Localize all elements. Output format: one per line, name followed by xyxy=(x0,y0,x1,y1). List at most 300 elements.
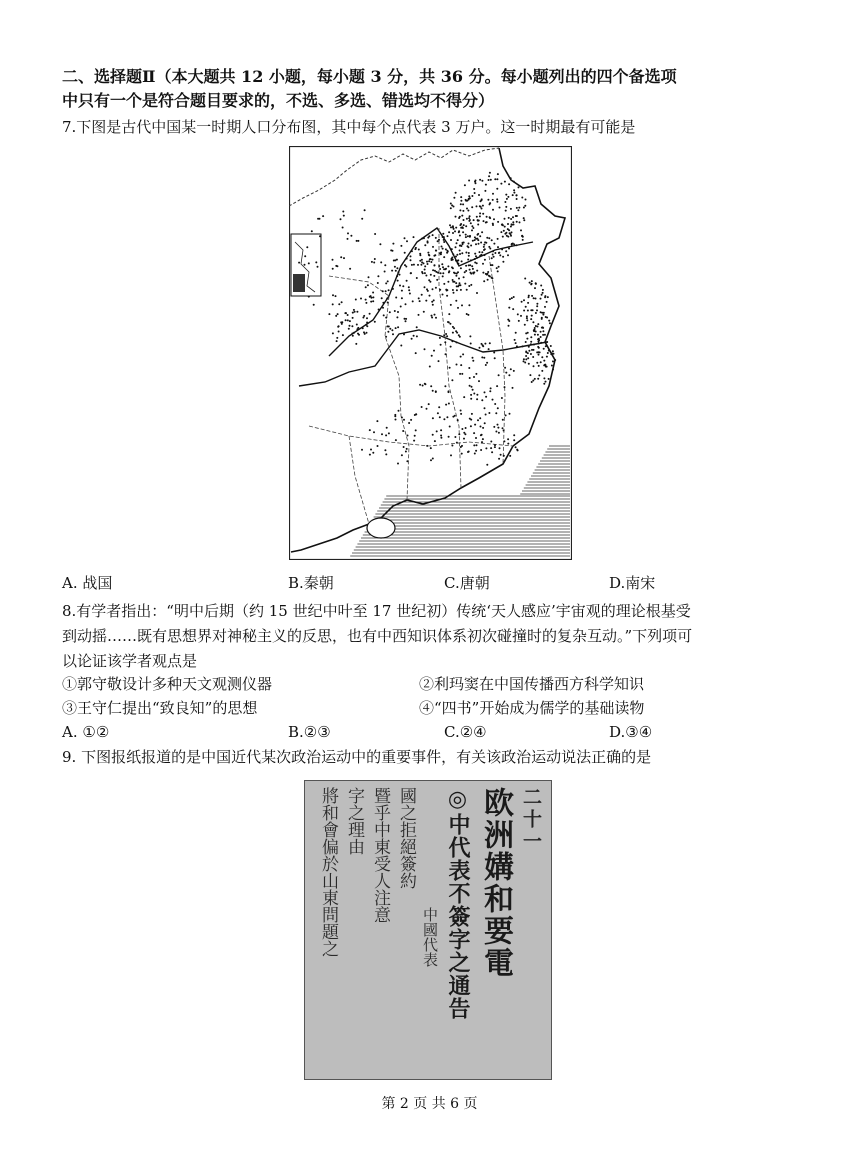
population-dot xyxy=(470,245,472,247)
population-dot xyxy=(476,270,478,272)
population-dot xyxy=(469,269,471,271)
population-dot xyxy=(534,378,536,380)
population-dot xyxy=(428,279,430,281)
population-dot xyxy=(479,255,481,257)
q9-stem: 9. 下图报纸报道的是中国近代某次政治运动中的重要事件，有关该政治运动说法正确的是 xyxy=(62,748,652,766)
population-dot xyxy=(381,433,383,435)
population-dot xyxy=(532,321,534,323)
population-dot xyxy=(394,414,396,416)
population-dot xyxy=(530,341,532,343)
population-dot xyxy=(343,257,345,259)
population-dot xyxy=(492,209,494,211)
population-dot xyxy=(468,180,470,182)
population-dot xyxy=(445,333,447,335)
population-dot xyxy=(461,215,463,217)
population-dot xyxy=(460,410,462,412)
population-dot xyxy=(531,283,533,285)
population-dot xyxy=(524,278,526,280)
population-dot xyxy=(322,215,324,217)
population-dot xyxy=(469,377,471,379)
population-dot xyxy=(416,335,418,337)
population-dot xyxy=(430,261,432,263)
population-dot xyxy=(489,390,491,392)
population-dot xyxy=(544,296,546,298)
population-dot xyxy=(476,216,478,218)
population-dot xyxy=(514,339,516,341)
population-dot xyxy=(515,446,517,448)
population-dot xyxy=(418,249,420,251)
population-dot xyxy=(397,326,399,328)
population-dot xyxy=(433,275,435,277)
population-dot xyxy=(386,427,388,429)
population-dot xyxy=(471,206,473,208)
population-dot xyxy=(425,275,427,277)
population-dot xyxy=(454,436,456,438)
population-dot xyxy=(450,226,452,228)
population-dot xyxy=(506,198,508,200)
population-dot xyxy=(521,301,523,303)
population-dot xyxy=(441,246,443,248)
population-dot xyxy=(443,283,445,285)
population-dot xyxy=(387,280,389,282)
population-dot xyxy=(475,373,477,375)
population-dot xyxy=(450,304,452,306)
population-dot xyxy=(391,270,393,272)
population-dot xyxy=(308,296,310,298)
population-dot xyxy=(428,260,430,262)
population-dot xyxy=(413,236,415,238)
population-dot xyxy=(358,334,360,336)
population-dot xyxy=(479,179,481,181)
population-dot xyxy=(470,419,472,421)
population-dot xyxy=(473,393,475,395)
population-dot xyxy=(511,223,513,225)
population-dot xyxy=(478,243,480,245)
population-dot xyxy=(488,179,490,181)
population-dot xyxy=(374,233,376,235)
q7-stem: 7.下图是古代中国某一时期人口分布图，其中每个点代表 3 万户。这一时期最有可能是 xyxy=(62,118,636,136)
q7-option-d[interactable]: D.南宋 xyxy=(609,574,656,592)
population-dot xyxy=(428,254,430,256)
population-dot xyxy=(450,454,452,456)
population-dot xyxy=(340,256,342,258)
population-dot xyxy=(520,315,522,317)
population-dot xyxy=(461,453,463,455)
population-dot xyxy=(372,452,374,454)
population-dot xyxy=(435,271,437,273)
population-dot xyxy=(476,257,478,259)
population-dot xyxy=(432,269,434,271)
population-dot xyxy=(516,194,518,196)
population-dot xyxy=(480,200,482,202)
population-dot xyxy=(429,295,431,297)
population-dot xyxy=(516,244,518,246)
population-dot xyxy=(457,419,459,421)
population-dot xyxy=(543,377,545,379)
population-dot xyxy=(484,343,486,345)
population-dot xyxy=(475,450,477,452)
population-dot xyxy=(463,242,465,244)
population-dot xyxy=(497,221,499,223)
population-dot xyxy=(345,312,347,314)
population-dot xyxy=(470,272,472,274)
population-dot xyxy=(523,358,525,360)
population-dot xyxy=(455,275,457,277)
population-dot xyxy=(510,233,512,235)
population-dot xyxy=(452,289,454,291)
newspaper-clipping xyxy=(304,780,552,1080)
population-dot xyxy=(538,347,540,349)
population-dot xyxy=(445,353,447,355)
population-dot xyxy=(463,432,465,434)
population-dot xyxy=(544,334,546,336)
population-dot xyxy=(505,194,507,196)
population-dot xyxy=(541,370,543,372)
population-dot xyxy=(462,353,464,355)
population-dot xyxy=(414,248,416,250)
population-dot xyxy=(529,374,531,376)
population-dot xyxy=(496,198,498,200)
population-dot xyxy=(493,218,495,220)
population-dot xyxy=(455,256,457,258)
q7-option-c[interactable]: C.唐朝 xyxy=(444,574,490,592)
population-dot xyxy=(511,297,513,299)
population-dot xyxy=(458,278,460,280)
population-dot xyxy=(465,199,467,201)
population-dot xyxy=(461,373,463,375)
q8-item-1: ①郭守敬设计多种天文观测仪器 xyxy=(62,675,273,693)
population-dot xyxy=(342,211,344,213)
q8-option-c[interactable]: C.②④ xyxy=(444,723,487,741)
population-dot xyxy=(376,420,378,422)
population-dot xyxy=(498,266,500,268)
population-dot xyxy=(478,194,480,196)
population-dot xyxy=(478,380,480,382)
population-dot xyxy=(490,179,492,181)
population-dot xyxy=(528,350,530,352)
q8-item-3: ③王守仁提出“致良知”的思想 xyxy=(62,699,258,717)
population-dot xyxy=(505,414,507,416)
population-dot xyxy=(491,264,493,266)
population-dot xyxy=(399,274,401,276)
population-dot xyxy=(347,319,349,321)
population-dot xyxy=(392,243,394,245)
population-dot xyxy=(405,451,407,453)
population-dot xyxy=(400,306,402,308)
population-dot xyxy=(484,259,486,261)
population-dot xyxy=(530,318,532,320)
population-dot xyxy=(497,270,499,272)
population-dot xyxy=(487,273,489,275)
population-dot xyxy=(488,237,490,239)
population-dot xyxy=(439,337,441,339)
population-dot xyxy=(494,444,496,446)
population-dot xyxy=(541,294,543,296)
population-dot xyxy=(542,330,544,332)
population-dot xyxy=(355,299,357,301)
population-dot xyxy=(544,306,546,308)
population-dot xyxy=(510,208,512,210)
population-dot xyxy=(416,326,418,328)
population-dot xyxy=(533,349,535,351)
population-dot xyxy=(470,425,472,427)
population-dot xyxy=(448,403,450,405)
population-dot xyxy=(453,327,455,329)
population-dot xyxy=(434,440,436,442)
population-dot xyxy=(435,317,437,319)
population-dot xyxy=(387,325,389,327)
population-dot xyxy=(451,266,453,268)
population-dot xyxy=(536,305,538,307)
population-dot xyxy=(457,271,459,273)
population-dot xyxy=(332,259,334,261)
population-dot xyxy=(471,413,473,415)
population-dot xyxy=(524,205,526,207)
population-dot xyxy=(434,254,436,256)
population-dot xyxy=(538,351,540,353)
population-dot xyxy=(448,313,450,315)
population-dot xyxy=(435,287,437,289)
population-dot xyxy=(503,440,505,442)
population-dot xyxy=(411,250,413,252)
q7-option-a[interactable]: A. 战国 xyxy=(62,574,113,592)
population-dot xyxy=(404,252,406,254)
population-dot xyxy=(458,433,460,435)
population-dot xyxy=(512,216,514,218)
population-dot xyxy=(547,296,549,298)
q8-option-a[interactable]: A. ①② xyxy=(62,723,110,741)
population-dot xyxy=(536,362,538,364)
population-dot xyxy=(485,414,487,416)
population-dot xyxy=(332,268,334,270)
population-dot xyxy=(510,368,512,370)
population-dot xyxy=(496,178,498,180)
population-dot xyxy=(446,290,448,292)
population-dot xyxy=(493,243,495,245)
population-dot xyxy=(460,267,462,269)
population-dot xyxy=(505,210,507,212)
population-dot xyxy=(440,344,442,346)
population-dot xyxy=(451,204,453,206)
population-dot xyxy=(352,335,354,337)
population-dot xyxy=(470,222,472,224)
population-dot xyxy=(542,289,544,291)
population-dot xyxy=(464,283,466,285)
section-title-line2: 中只有一个是符合题目要求的，不选、多选、错选均不得分） xyxy=(62,91,495,110)
population-dot xyxy=(443,239,445,241)
population-dot xyxy=(395,327,397,329)
population-dot xyxy=(508,325,510,327)
population-dot xyxy=(531,381,533,383)
population-dot xyxy=(547,352,549,354)
population-dot xyxy=(480,426,482,428)
population-dot xyxy=(492,250,494,252)
population-dot xyxy=(424,383,426,385)
population-dot xyxy=(459,216,461,218)
population-dot xyxy=(401,297,403,299)
population-dot xyxy=(468,252,470,254)
population-dot xyxy=(538,374,540,376)
population-dot xyxy=(361,218,363,220)
population-dot xyxy=(352,312,354,314)
population-dot xyxy=(471,225,473,227)
population-dot xyxy=(542,334,544,336)
population-dot xyxy=(490,447,492,449)
population-dot xyxy=(552,350,554,352)
population-dot xyxy=(369,429,371,431)
population-dot xyxy=(442,248,444,250)
population-dot xyxy=(537,378,539,380)
population-dot xyxy=(523,299,525,301)
population-dot xyxy=(474,424,476,426)
population-dot xyxy=(351,325,353,327)
q7-option-b[interactable]: B.秦朝 xyxy=(288,574,334,592)
population-dot xyxy=(413,440,415,442)
population-dot xyxy=(534,327,536,329)
population-dot xyxy=(512,221,514,223)
population-dot xyxy=(500,231,502,233)
population-dot xyxy=(541,327,543,329)
population-dot xyxy=(473,188,475,190)
population-dot xyxy=(540,336,542,338)
population-dot xyxy=(479,235,481,237)
population-dot xyxy=(459,245,461,247)
population-dot xyxy=(371,261,373,263)
population-dot xyxy=(447,235,449,237)
population-dot xyxy=(430,447,432,449)
population-dot xyxy=(396,267,398,269)
population-dot xyxy=(435,237,437,239)
population-dot xyxy=(298,262,300,264)
population-dot xyxy=(537,326,539,328)
population-dot xyxy=(338,303,340,305)
population-dot xyxy=(451,445,453,447)
population-dot xyxy=(503,430,505,432)
population-dot xyxy=(543,360,545,362)
population-dot xyxy=(385,336,387,338)
population-dot xyxy=(374,321,376,323)
population-dot xyxy=(356,324,358,326)
population-dot xyxy=(467,246,469,248)
population-dot xyxy=(480,449,482,451)
population-dot xyxy=(365,299,367,301)
population-dot xyxy=(481,399,483,401)
population-dot xyxy=(482,427,484,429)
population-dot xyxy=(459,282,461,284)
population-dot xyxy=(385,453,387,455)
population-dot xyxy=(498,252,500,254)
population-dot xyxy=(546,317,548,319)
population-dot xyxy=(481,180,483,182)
population-dot xyxy=(449,224,451,226)
population-dot xyxy=(525,355,527,357)
population-dot xyxy=(475,437,477,439)
population-dot xyxy=(541,318,543,320)
population-dot xyxy=(491,277,493,279)
population-dot xyxy=(540,331,542,333)
population-dot xyxy=(464,271,466,273)
population-dot xyxy=(451,379,453,381)
population-dot xyxy=(406,460,408,462)
population-dot xyxy=(438,406,440,408)
population-dot xyxy=(366,332,368,334)
population-dot xyxy=(432,390,434,392)
population-dot xyxy=(436,430,438,432)
population-dot xyxy=(504,181,506,183)
population-dot xyxy=(462,203,464,205)
population-dot xyxy=(527,310,529,312)
population-dot xyxy=(472,240,474,242)
population-dot xyxy=(383,314,385,316)
population-dot xyxy=(389,311,391,313)
population-dot xyxy=(424,348,426,350)
population-dot xyxy=(500,183,502,185)
population-dot xyxy=(385,434,387,436)
population-dot xyxy=(498,374,500,376)
population-dot xyxy=(510,218,512,220)
population-dot xyxy=(488,175,490,177)
population-dot xyxy=(452,225,454,227)
population-dot xyxy=(341,323,343,325)
population-dot xyxy=(512,387,514,389)
newspaper-column-8: 將和會偏於山東問題之 xyxy=(318,787,338,957)
population-dot xyxy=(449,367,451,369)
population-dot xyxy=(403,333,405,335)
population-dot xyxy=(546,301,548,303)
population-dot xyxy=(348,328,350,330)
q8-option-d[interactable]: D.③④ xyxy=(609,723,653,741)
population-dot xyxy=(534,334,536,336)
population-dot xyxy=(465,270,467,272)
population-dot xyxy=(503,455,505,457)
population-dot xyxy=(332,332,334,334)
population-dot xyxy=(347,238,349,240)
population-dot xyxy=(415,429,417,431)
population-dot xyxy=(508,183,510,185)
population-dot xyxy=(513,181,515,183)
population-dot xyxy=(546,356,548,358)
population-dot xyxy=(463,276,465,278)
population-dot xyxy=(469,235,471,237)
population-dot xyxy=(450,239,452,241)
population-dot xyxy=(511,231,513,233)
population-dot xyxy=(394,310,396,312)
population-dot xyxy=(372,296,374,298)
population-dot xyxy=(423,311,425,313)
population-dot xyxy=(455,246,457,248)
population-dot xyxy=(454,230,456,232)
q8-option-b[interactable]: B.②③ xyxy=(288,723,331,741)
population-dot xyxy=(317,218,319,220)
population-dot xyxy=(507,254,509,256)
population-dot xyxy=(412,300,414,302)
population-dot xyxy=(429,366,431,368)
population-dot xyxy=(496,188,498,190)
population-dot xyxy=(426,408,428,410)
population-dot xyxy=(489,202,491,204)
population-dot xyxy=(482,438,484,440)
population-dot xyxy=(387,331,389,333)
population-dot xyxy=(448,321,450,323)
population-dot xyxy=(481,441,483,443)
population-dot xyxy=(537,334,539,336)
population-dot xyxy=(421,294,423,296)
population-dot xyxy=(380,261,382,263)
population-dot xyxy=(468,304,470,306)
population-dot xyxy=(533,365,535,367)
population-dot xyxy=(430,274,432,276)
population-dot xyxy=(405,303,407,305)
